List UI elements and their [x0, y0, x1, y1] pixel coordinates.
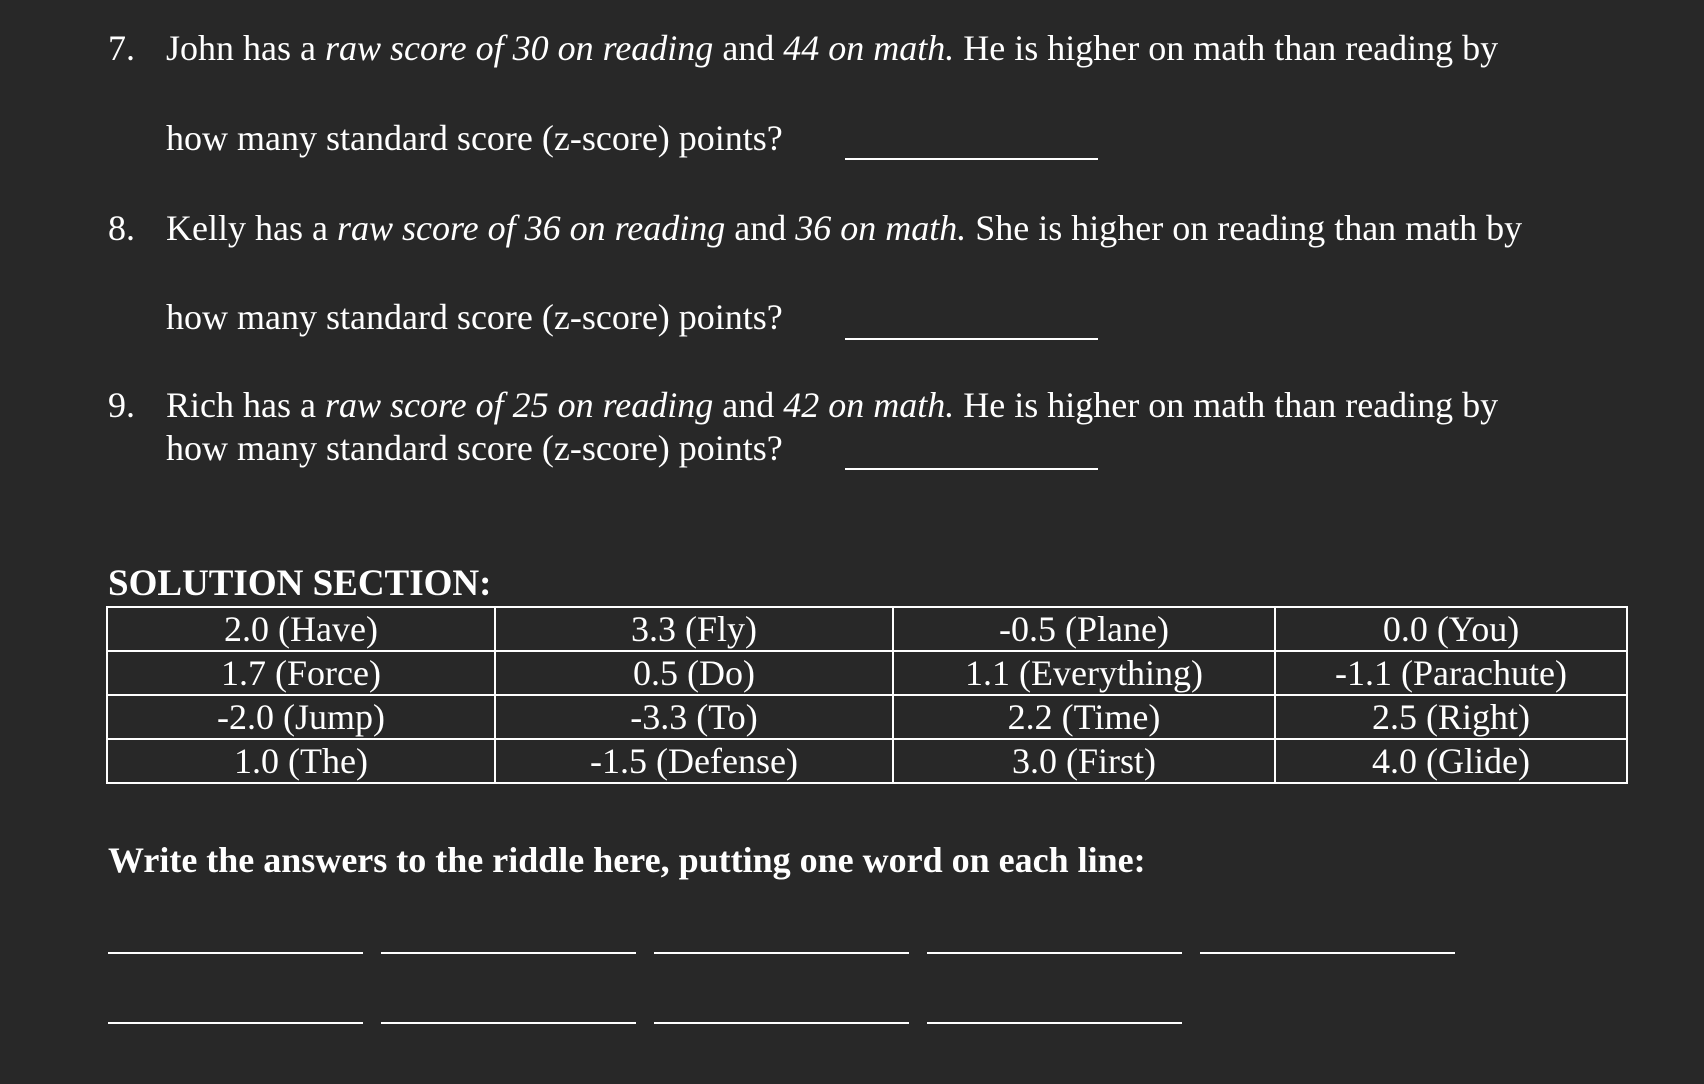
table-cell: 2.5 (Right): [1275, 695, 1627, 739]
question-text-line1: Rich has a raw score of 25 on reading and 42 on math. He is higher on math than reading by: [166, 385, 1499, 425]
question-number: 9.: [108, 385, 135, 425]
answer-blank-8[interactable]: [845, 338, 1098, 340]
question-number: 7.: [108, 28, 135, 68]
answer-blank-7[interactable]: [845, 158, 1098, 160]
table-cell: -3.3 (To): [495, 695, 893, 739]
table-cell: 2.0 (Have): [107, 607, 495, 651]
table-cell: 2.2 (Time): [893, 695, 1275, 739]
table-cell: 1.1 (Everything): [893, 651, 1275, 695]
question-text-line1: Kelly has a raw score of 36 on reading and 36 on math. She is higher on reading than math by: [166, 208, 1523, 248]
riddle-answer-line[interactable]: [927, 1022, 1182, 1024]
table-cell: -1.5 (Defense): [495, 739, 893, 783]
table-cell: 0.0 (You): [1275, 607, 1627, 651]
question-text-line2: how many standard score (z-score) points?: [166, 297, 783, 337]
question-number: 8.: [108, 208, 135, 248]
table-cell: 1.0 (The): [107, 739, 495, 783]
question-text-line1: John has a raw score of 30 on reading and 44 on math. He is higher on math than reading by: [166, 28, 1499, 68]
riddle-answer-line[interactable]: [1200, 952, 1455, 954]
table-row: [107, 695, 1627, 739]
table-cell: 4.0 (Glide): [1275, 739, 1627, 783]
question-text-line2: how many standard score (z-score) points?: [166, 428, 783, 468]
table-row: [107, 651, 1627, 695]
riddle-prompt: Write the answers to the riddle here, putting one word on each line:: [108, 840, 1146, 880]
table-cell: 1.7 (Force): [107, 651, 495, 695]
riddle-answer-line[interactable]: [381, 1022, 636, 1024]
riddle-answer-line[interactable]: [654, 1022, 909, 1024]
table-cell: -2.0 (Jump): [107, 695, 495, 739]
riddle-answer-line[interactable]: [108, 952, 363, 954]
question-text-line2: how many standard score (z-score) points?: [166, 118, 783, 158]
riddle-answer-line[interactable]: [654, 952, 909, 954]
solution-heading: SOLUTION SECTION:: [108, 563, 492, 604]
table-cell: 3.0 (First): [893, 739, 1275, 783]
answer-blank-9[interactable]: [845, 468, 1098, 470]
solution-table: [106, 606, 1628, 784]
riddle-answer-line[interactable]: [381, 952, 636, 954]
table-row: [107, 739, 1627, 783]
table-row: [107, 607, 1627, 651]
riddle-answer-line[interactable]: [108, 1022, 363, 1024]
table-cell: 3.3 (Fly): [495, 607, 893, 651]
riddle-answer-line[interactable]: [927, 952, 1182, 954]
table-cell: -1.1 (Parachute): [1275, 651, 1627, 695]
table-cell: 0.5 (Do): [495, 651, 893, 695]
table-cell: -0.5 (Plane): [893, 607, 1275, 651]
